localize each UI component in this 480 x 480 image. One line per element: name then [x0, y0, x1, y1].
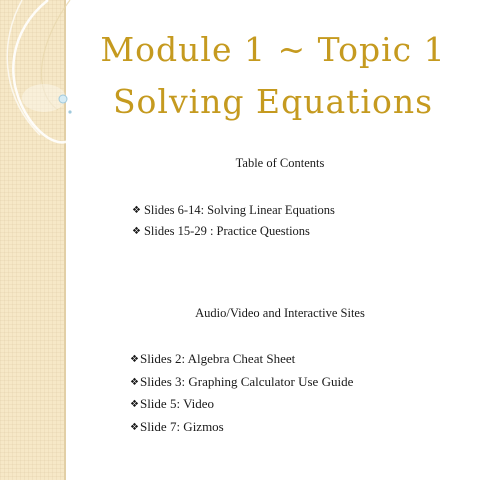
list-item [130, 348, 353, 371]
list-item-text: Slide 7: Gizmos [139, 418, 224, 434]
diamond-bullet-icon: ❖ [132, 205, 141, 216]
slide-title-line-2: Solving Equations [112, 82, 434, 121]
diamond-bullet-icon: ❖ [132, 226, 141, 237]
list-item [132, 221, 335, 242]
audio-video-heading: Audio/Video and Interactive Sites [195, 306, 365, 320]
list-item [130, 416, 353, 439]
list-item-text: Slides 3: Graphing Calculator Use Guide [139, 373, 354, 389]
list-item [132, 200, 335, 221]
slide-title-line-1: Module 1 ~ Topic 1 [100, 30, 446, 69]
list-item [130, 371, 353, 394]
audio-video-list [130, 348, 353, 438]
diamond-bullet-icon: ❖ [130, 354, 139, 365]
list-item-text: Slides 6-14: Solving Linear Equations [143, 203, 335, 217]
list-item-text: Slides 15-29 : Practice Questions [143, 224, 310, 238]
diamond-bullet-icon: ❖ [130, 399, 139, 410]
table-of-contents-heading: Table of Contents [235, 156, 325, 170]
diamond-bullet-icon: ❖ [130, 421, 139, 433]
list-item [130, 393, 353, 416]
table-of-contents-list [132, 200, 335, 242]
list-item-text: Slides 2: Algebra Cheat Sheet [139, 351, 296, 366]
list-item-text: Slide 5: Video [139, 396, 215, 411]
diamond-bullet-icon: ❖ [130, 376, 139, 388]
